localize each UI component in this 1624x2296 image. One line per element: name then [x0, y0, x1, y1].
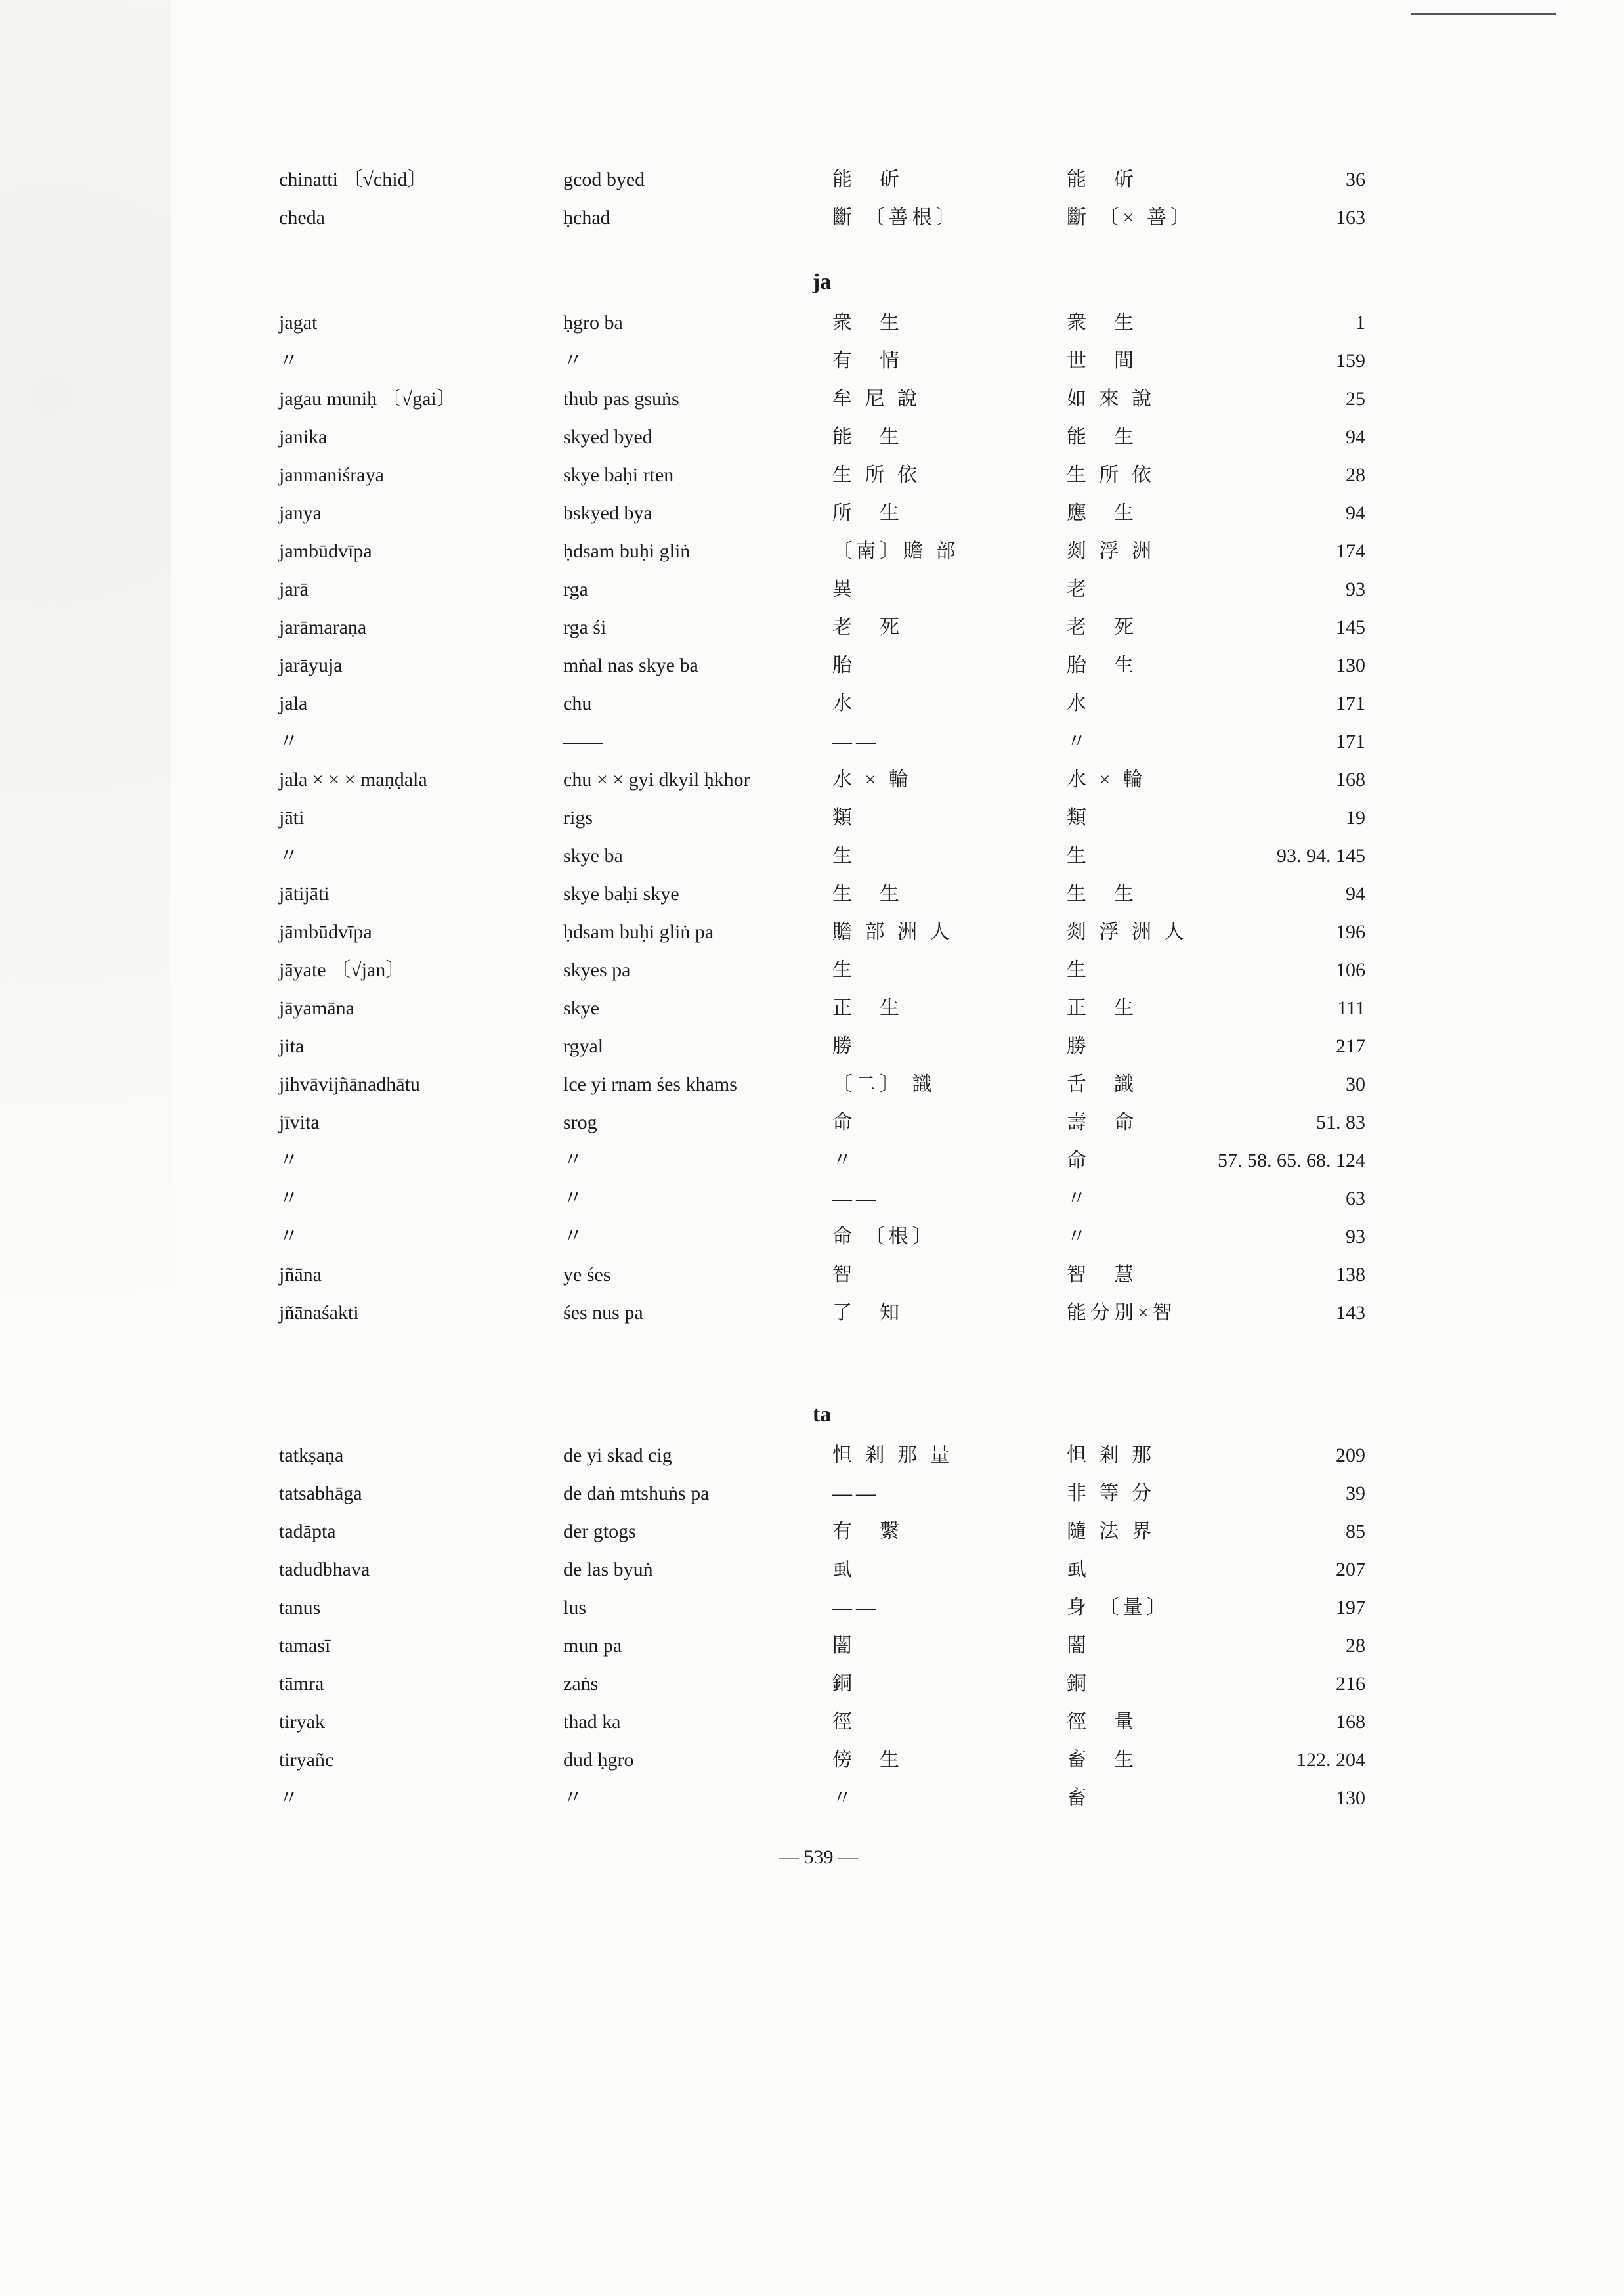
- sanskrit-term: jīvita: [279, 1112, 320, 1133]
- chinese-term-2: 舌 識: [1067, 1073, 1138, 1095]
- chinese-term-1: 生 生: [832, 883, 903, 905]
- chinese-term-1: 有 情: [832, 350, 903, 372]
- chinese-term-1: 贍 部 洲 人: [832, 921, 954, 943]
- tibetan-term: de yi skad cig: [563, 1444, 672, 1466]
- page-ref: 174: [1336, 540, 1365, 562]
- section-heading: ta: [812, 1402, 832, 1427]
- tibetan-term: 〃: [563, 350, 583, 372]
- top-right-rule: [1411, 13, 1556, 15]
- chinese-term-2: 生 生: [1067, 883, 1138, 905]
- chinese-term-1: 〔南〕贍 部: [832, 540, 960, 562]
- chinese-term-2: 壽 命: [1067, 1112, 1138, 1133]
- chinese-term-2: 生 所 依: [1067, 464, 1155, 486]
- page-ref: 106: [1336, 959, 1365, 981]
- chinese-term-2: 身 〔量〕: [1067, 1597, 1170, 1618]
- page-number: — 539 —: [779, 1846, 858, 1868]
- tibetan-term: 〃: [563, 1150, 583, 1171]
- tibetan-term: der gtogs: [563, 1521, 636, 1542]
- chinese-term-1: 水: [832, 693, 856, 714]
- tibetan-term: chu × × gyi dkyil ḥkhor: [563, 769, 750, 791]
- chinese-term-1: 〃: [832, 1150, 856, 1171]
- chinese-term-1: 異: [832, 578, 856, 600]
- glossary-row: [0, 837, 1624, 875]
- tibetan-term: skye: [563, 997, 599, 1019]
- sanskrit-term: jagat: [279, 312, 318, 334]
- glossary-row: [0, 1779, 1624, 1817]
- sanskrit-term: 〃: [279, 845, 299, 867]
- page-ref: 30: [1346, 1073, 1365, 1095]
- page-ref: 143: [1336, 1302, 1365, 1324]
- page-ref: 209: [1336, 1444, 1365, 1466]
- sanskrit-term: jātijāti: [279, 883, 330, 905]
- glossary-row: [0, 799, 1624, 837]
- tibetan-term: rigs: [563, 807, 593, 829]
- page-ref: 168: [1336, 769, 1365, 791]
- page-ref: 159: [1336, 350, 1365, 372]
- glossary-row: [0, 1475, 1624, 1513]
- page-ref: 93: [1346, 578, 1365, 600]
- chinese-term-2: 生: [1067, 845, 1090, 867]
- chinese-term-2: 老 死: [1067, 617, 1138, 638]
- page-ref: 94: [1346, 883, 1365, 905]
- glossary-row: [0, 1665, 1624, 1703]
- tibetan-term: ḥdsam buḥi gliṅ: [563, 540, 691, 562]
- sanskrit-term: tāmra: [279, 1673, 324, 1695]
- chinese-term-1: 生: [832, 959, 856, 981]
- page-ref: 94: [1346, 426, 1365, 448]
- chinese-term-1: 智: [832, 1264, 856, 1286]
- tibetan-term: skye baḥi rten: [563, 464, 674, 486]
- glossary-row: [0, 1703, 1624, 1741]
- page-ref: 94: [1346, 502, 1365, 524]
- glossary-row: [0, 494, 1624, 532]
- sanskrit-term: jala: [279, 693, 308, 714]
- sanskrit-term: jita: [279, 1035, 305, 1057]
- glossary-row: [0, 418, 1624, 456]
- sanskrit-term: tiryañc: [279, 1749, 334, 1771]
- chinese-term-2: 應 生: [1067, 502, 1138, 524]
- chinese-term-1: 衆 生: [832, 312, 903, 334]
- chinese-term-2: 如 來 說: [1067, 388, 1155, 410]
- sanskrit-term: tatkṣaṇa: [279, 1444, 344, 1466]
- glossary-row: [0, 875, 1624, 913]
- tibetan-term: thad ka: [563, 1711, 621, 1733]
- chinese-term-2: 〃: [1067, 1226, 1090, 1247]
- sanskrit-term: janmaniśraya: [279, 464, 384, 486]
- chinese-term-2: 非 等 分: [1067, 1483, 1155, 1504]
- chinese-term-1: 生 所 依: [832, 464, 921, 486]
- chinese-term-2: 徑 量: [1067, 1711, 1138, 1733]
- sanskrit-term: jarāmaraṇa: [279, 617, 367, 638]
- glossary-row: [0, 1627, 1624, 1665]
- tibetan-term: de daṅ mtshuṅs pa: [563, 1483, 710, 1504]
- tibetan-term: ——: [563, 731, 603, 752]
- glossary-row: [0, 456, 1624, 494]
- sanskrit-term: jāti: [279, 807, 305, 829]
- page-ref: 1: [1356, 312, 1365, 334]
- sanskrit-term: jambūdvīpa: [279, 540, 372, 562]
- chinese-term-2: 老: [1067, 578, 1090, 600]
- glossary-row: [0, 342, 1624, 380]
- page-ref: 19: [1346, 807, 1365, 829]
- tibetan-term: thub pas gsuṅs: [563, 388, 679, 410]
- sanskrit-term: 〃: [279, 1226, 299, 1247]
- tibetan-term: śes nus pa: [563, 1302, 643, 1324]
- glossary-row: [0, 1104, 1624, 1142]
- chinese-term-2: 畜: [1067, 1787, 1090, 1809]
- tibetan-term: ḥdsam buḥi gliṅ pa: [563, 921, 714, 943]
- chinese-term-2: 能 生: [1067, 426, 1138, 448]
- sanskrit-term: jarāyuja: [279, 655, 343, 676]
- glossary-row: [0, 1142, 1624, 1180]
- chinese-term-1: 徑: [832, 1711, 856, 1733]
- chinese-term-2: 能 斫: [1067, 169, 1138, 190]
- sanskrit-term: jagau muniḥ 〔√gai〕: [279, 388, 456, 410]
- page-ref: 51. 83: [1316, 1112, 1365, 1133]
- chinese-term-1: 命: [832, 1112, 856, 1133]
- chinese-term-1: 所 生: [832, 502, 903, 524]
- chinese-term-2: 水: [1067, 693, 1090, 714]
- sanskrit-term: 〃: [279, 1150, 299, 1171]
- chinese-term-1: 斷 〔善根〕: [832, 207, 960, 228]
- tibetan-term: ḥchad: [563, 207, 610, 228]
- tibetan-term: chu: [563, 693, 592, 714]
- chinese-term-2: 怛 剎 那: [1067, 1444, 1155, 1466]
- chinese-term-2: 剡 浮 洲 人: [1067, 921, 1188, 943]
- chinese-term-1: 闇: [832, 1635, 856, 1657]
- page-ref: 171: [1336, 693, 1365, 714]
- chinese-term-2: 智 慧: [1067, 1264, 1138, 1286]
- glossary-row: [0, 913, 1624, 951]
- chinese-term-1: 怛 剎 那 量: [832, 1444, 954, 1466]
- page-ref: 171: [1336, 731, 1365, 752]
- glossary-row: [0, 1589, 1624, 1627]
- tibetan-term: skyes pa: [563, 959, 631, 981]
- chinese-term-2: 正 生: [1067, 997, 1138, 1019]
- glossary-row: [0, 380, 1624, 418]
- chinese-term-2: 虱: [1067, 1559, 1090, 1580]
- chinese-term-1: 有 繫: [832, 1521, 903, 1542]
- chinese-term-2: 銅: [1067, 1673, 1090, 1695]
- tibetan-term: skye baḥi skye: [563, 883, 679, 905]
- glossary-row: [0, 951, 1624, 989]
- chinese-term-2: 類: [1067, 807, 1090, 829]
- sanskrit-term: jāyate 〔√jan〕: [279, 959, 406, 981]
- glossary-row: [0, 571, 1624, 609]
- section-ta: [0, 1398, 1624, 1817]
- chinese-term-2: 水 × 輪: [1067, 769, 1147, 791]
- chinese-term-1: 胎: [832, 655, 856, 676]
- chinese-term-1: 牟 尼 說: [832, 388, 921, 410]
- glossary-row: [0, 1513, 1624, 1551]
- glossary-row: [0, 199, 1624, 237]
- chinese-term-2: 世 間: [1067, 350, 1138, 372]
- tibetan-term: mṅal nas skye ba: [563, 655, 698, 676]
- chinese-term-1: ——: [832, 1483, 880, 1504]
- section-heading: ja: [812, 270, 832, 294]
- page-ref: 93: [1346, 1226, 1365, 1247]
- chinese-term-1: 正 生: [832, 997, 903, 1019]
- tibetan-term: rga: [563, 578, 588, 600]
- sanskrit-term: tiryak: [279, 1711, 325, 1733]
- glossary-row: [0, 1066, 1624, 1104]
- page-ref: 28: [1346, 1635, 1365, 1657]
- chinese-term-1: 能 斫: [832, 169, 903, 190]
- tibetan-term: skye ba: [563, 845, 623, 867]
- tibetan-term: dud ḥgro: [563, 1749, 634, 1771]
- tibetan-term: gcod byed: [563, 169, 645, 190]
- glossary-row: [0, 1741, 1624, 1779]
- sanskrit-term: tatsabhāga: [279, 1483, 362, 1504]
- glossary-row: [0, 1551, 1624, 1589]
- chinese-term-1: 命 〔根〕: [832, 1226, 936, 1247]
- glossary-row: [0, 1218, 1624, 1256]
- sanskrit-term: jñānaśakti: [279, 1302, 359, 1324]
- chinese-term-1: 生: [832, 845, 856, 867]
- sanskrit-term: cheda: [279, 207, 325, 228]
- tibetan-term: mun pa: [563, 1635, 622, 1657]
- page-ref: 130: [1336, 1787, 1365, 1809]
- tibetan-term: de las byuṅ: [563, 1559, 653, 1580]
- page-ref: 197: [1336, 1597, 1365, 1618]
- chinese-term-1: 〔二〕 識: [832, 1073, 936, 1095]
- sanskrit-term: janika: [279, 426, 328, 448]
- page-ref: 207: [1336, 1559, 1365, 1580]
- page-ref: 130: [1336, 655, 1365, 676]
- tibetan-term: 〃: [563, 1787, 583, 1809]
- tibetan-term: rga śi: [563, 617, 607, 638]
- chinese-term-2: 剡 浮 洲: [1067, 540, 1155, 562]
- chinese-term-2: 〃: [1067, 1188, 1090, 1209]
- chinese-term-1: ——: [832, 1188, 880, 1209]
- chinese-term-1: ——: [832, 1597, 880, 1618]
- sanskrit-term: jñāna: [279, 1264, 322, 1286]
- chinese-term-2: 胎 生: [1067, 655, 1138, 676]
- chinese-term-2: 生: [1067, 959, 1090, 981]
- page-ref: 25: [1346, 388, 1365, 410]
- glossary-row: [0, 1180, 1624, 1218]
- page-ref: 85: [1346, 1521, 1365, 1542]
- glossary-row: [0, 1028, 1624, 1066]
- glossary-row: [0, 761, 1624, 799]
- glossary-row: [0, 989, 1624, 1028]
- sanskrit-term: tadāpta: [279, 1521, 336, 1542]
- page-ref: 57. 58. 65. 68. 124: [1218, 1150, 1365, 1171]
- section-ch: [0, 161, 1624, 237]
- page-ref: 145: [1336, 617, 1365, 638]
- sanskrit-term: 〃: [279, 1188, 299, 1209]
- sanskrit-term: tanus: [279, 1597, 321, 1618]
- sanskrit-term: 〃: [279, 350, 299, 372]
- chinese-term-1: 勝: [832, 1035, 856, 1057]
- section-ja: [0, 266, 1624, 1332]
- chinese-term-2: 畜 生: [1067, 1749, 1138, 1771]
- sanskrit-term: tadudbhava: [279, 1559, 370, 1580]
- glossary-row: [0, 723, 1624, 761]
- page-ref: 217: [1336, 1035, 1365, 1057]
- sanskrit-term: jala × × × maṇḍala: [279, 769, 427, 791]
- sanskrit-term: jihvāvijñānadhātu: [279, 1073, 420, 1095]
- chinese-term-1: 虱: [832, 1559, 856, 1580]
- chinese-term-2: 闇: [1067, 1635, 1090, 1657]
- page-ref: 216: [1336, 1673, 1365, 1695]
- tibetan-term: bskyed bya: [563, 502, 652, 524]
- chinese-term-2: 能分別×智: [1067, 1302, 1176, 1324]
- glossary-row: [0, 609, 1624, 647]
- glossary-row: [0, 1294, 1624, 1332]
- tibetan-term: srog: [563, 1112, 597, 1133]
- chinese-term-2: 衆 生: [1067, 312, 1138, 334]
- chinese-term-1: 能 生: [832, 426, 903, 448]
- glossary-row: [0, 647, 1624, 685]
- chinese-term-1: 〃: [832, 1787, 856, 1809]
- page-ref: 168: [1336, 1711, 1365, 1733]
- sanskrit-term: 〃: [279, 731, 299, 752]
- glossary-row: [0, 304, 1624, 342]
- sanskrit-term: jāyamāna: [279, 997, 354, 1019]
- page-ref: 122. 204: [1296, 1749, 1365, 1771]
- tibetan-term: zaṅs: [563, 1673, 599, 1695]
- chinese-term-1: 水 × 輪: [832, 769, 912, 791]
- glossary-row: [0, 532, 1624, 571]
- tibetan-term: ye śes: [563, 1264, 611, 1286]
- sanskrit-term: janya: [279, 502, 322, 524]
- sanskrit-term: chinatti 〔√chid〕: [279, 169, 427, 190]
- tibetan-term: rgyal: [563, 1035, 604, 1057]
- glossary-row: [0, 685, 1624, 723]
- chinese-term-1: 了 知: [832, 1302, 903, 1324]
- page-ref: 138: [1336, 1264, 1365, 1286]
- page-ref: 196: [1336, 921, 1365, 943]
- tibetan-term: 〃: [563, 1226, 583, 1247]
- sanskrit-term: jāmbūdvīpa: [279, 921, 372, 943]
- sanskrit-term: jarā: [279, 578, 309, 600]
- chinese-term-1: 老 死: [832, 617, 903, 638]
- tibetan-term: ḥgro ba: [563, 312, 623, 334]
- chinese-term-2: 隨 法 界: [1067, 1521, 1155, 1542]
- tibetan-term: lus: [563, 1597, 587, 1618]
- chinese-term-1: 銅: [832, 1673, 856, 1695]
- tibetan-term: skyed byed: [563, 426, 652, 448]
- glossary-row: [0, 161, 1624, 199]
- sanskrit-term: tamasī: [279, 1635, 331, 1657]
- chinese-term-2: 勝: [1067, 1035, 1090, 1057]
- chinese-term-1: ——: [832, 731, 880, 752]
- page-ref: 93. 94. 145: [1277, 845, 1365, 867]
- chinese-term-1: 傍 生: [832, 1749, 903, 1771]
- page-ref: 39: [1346, 1483, 1365, 1504]
- page-ref: 163: [1336, 207, 1365, 228]
- page-ref: 111: [1337, 997, 1365, 1019]
- page-ref: 28: [1346, 464, 1365, 486]
- tibetan-term: lce yi rnam śes khams: [563, 1073, 737, 1095]
- chinese-term-1: 類: [832, 807, 856, 829]
- page-ref: 63: [1346, 1188, 1365, 1209]
- page-ref: 36: [1346, 169, 1365, 190]
- glossary-row: [0, 1437, 1624, 1475]
- chinese-term-2: 命: [1067, 1150, 1090, 1171]
- glossary-row: [0, 1256, 1624, 1294]
- sanskrit-term: 〃: [279, 1787, 299, 1809]
- chinese-term-2: 〃: [1067, 731, 1090, 752]
- chinese-term-2: 斷 〔× 善〕: [1067, 207, 1194, 228]
- tibetan-term: 〃: [563, 1188, 583, 1209]
